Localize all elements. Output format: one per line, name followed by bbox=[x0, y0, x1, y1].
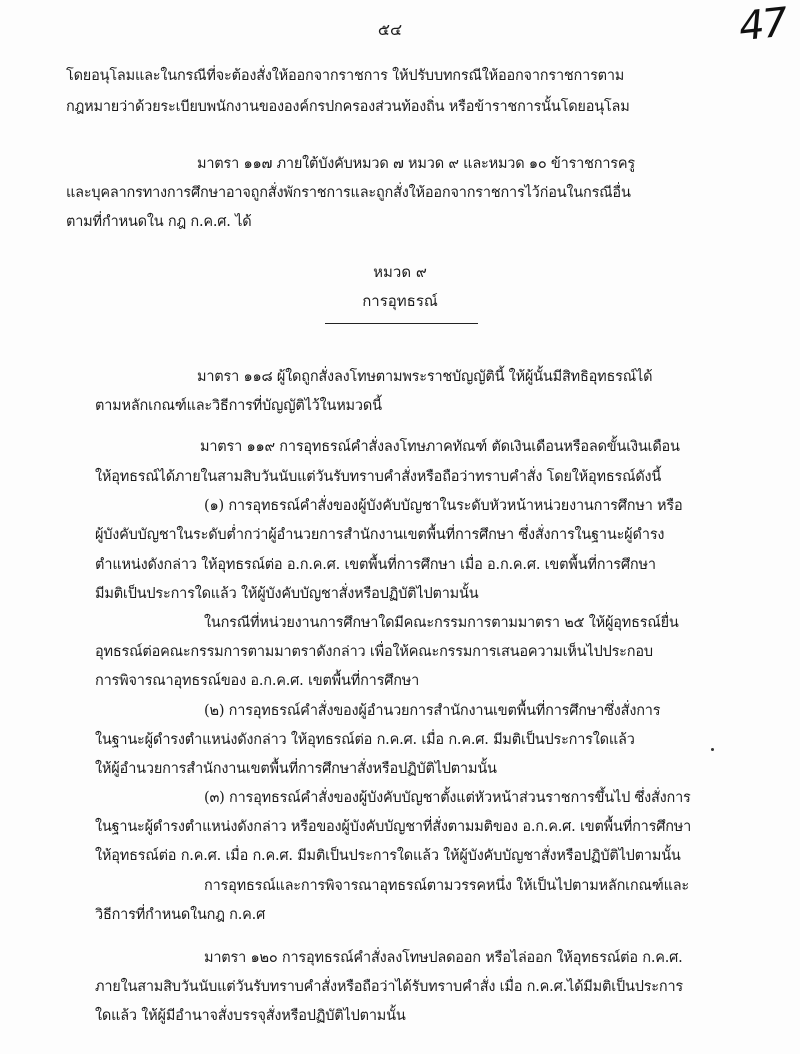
text-line: ตำแหน่งดังกล่าว ให้อุทธรณ์ต่อ อ.ก.ค.ศ. เขตพื้นที่การศึกษา เมื่อ อ.ก.ค.ศ. เขตพื้นที่การศึกษา bbox=[95, 557, 656, 573]
text-line: ในกรณีที่หน่วยงานการศึกษาใดมีคณะกรรมการตามมาตรา ๒๕ ให้ผู้อุทธรณ์ยื่น bbox=[204, 615, 679, 631]
page-number: ๕๔ bbox=[377, 20, 403, 39]
section-118-first-line: มาตรา ๑๑๘ ผู้ใดถูกสั่งลงโทษตามพระราชบัญญัตินี้ ให้ผู้นั้นมีสิทธิอุทธรณ์ได้ bbox=[197, 369, 653, 385]
text-line: กฎหมายว่าด้วยระเบียบพนักงานขององค์กรปกครองส่วนท้องถิ่น หรือข้าราชการนั้นโดยอนุโลม bbox=[66, 99, 630, 115]
section-117-first-line: มาตรา ๑๑๗ ภายใต้บังคับหมวด ๗ หมวด ๙ และหมวด ๑๐ ข้าราชการครู bbox=[197, 156, 635, 172]
text-line: อุทธรณ์ต่อคณะกรรมการตามมาตราดังกล่าว เพื่อให้คณะกรรมการเสนอความเห็นไปประกอบ bbox=[95, 644, 653, 660]
text-line: การพิจารณาอุทธรณ์ของ อ.ก.ค.ศ. เขตพื้นที่การศึกษา bbox=[95, 673, 420, 689]
clause-2-first-line: (๒) การอุทธรณ์คำสั่งของผู้อำนวยการสำนักงานเขตพื้นที่การศึกษาซึ่งสั่งการ bbox=[204, 703, 661, 719]
text-line: ให้อุทธรณ์ต่อ ก.ค.ศ. เมื่อ ก.ค.ศ. มีมติเป็นประการใดแล้ว ให้ผู้บังคับบัญชาสั่งหรือปฏิบัติไปตามนั้น bbox=[95, 848, 681, 864]
text-line: โดยอนุโลมและในกรณีที่จะต้องสั่งให้ออกจากราชการ ให้ปรับบทกรณีให้ออกจากราชการตาม bbox=[66, 68, 625, 84]
section-120-first-line: มาตรา ๑๒๐ การอุทธรณ์คำสั่งลงโทษปลดออก หรือไล่ออก ให้อุทธรณ์ต่อ ก.ค.ศ. bbox=[204, 950, 683, 966]
text-line: และบุคลากรทางการศึกษาอาจถูกสั่งพักราชการและถูกสั่งให้ออกจากราชการไว้ก่อนในกรณีอื่น bbox=[66, 185, 631, 201]
text-line: ให้อุทธรณ์ได้ภายในสามสิบวันนับแต่วันรับทราบคำสั่งหรือถือว่าทราบคำสั่ง โดยให้อุทธรณ์ดังนี้ bbox=[95, 469, 662, 485]
text-line: มีมติเป็นประการใดแล้ว ให้ผู้บังคับบัญชาสั่งหรือปฏิบัติไปตามนั้น bbox=[95, 586, 479, 602]
text-line: การอุทธรณ์และการพิจารณาอุทธรณ์ตามวรรคหนึ่ง ให้เป็นไปตามหลักเกณฑ์และ bbox=[204, 878, 690, 894]
text-line: วิธีการที่กำหนดในกฎ ก.ค.ศ bbox=[95, 907, 266, 923]
heading-divider bbox=[325, 323, 478, 324]
clause-3-first-line: (๓) การอุทธรณ์คำสั่งของผู้บังคับบัญชาตั้งแต่หัวหน้าส่วนราชการขึ้นไป ซึ่งสั่งการ bbox=[204, 790, 691, 806]
text-line: ในฐานะผู้ดำรงตำแหน่งดังกล่าว ให้อุทธรณ์ต่อ ก.ค.ศ. เมื่อ ก.ค.ศ. มีมติเป็นประการใดแล้ว bbox=[95, 732, 635, 748]
section-119-first-line: มาตรา ๑๑๙ การอุทธรณ์คำสั่งลงโทษภาคทัณฑ์ ตัดเงินเดือนหรือลดขั้นเงินเดือน bbox=[200, 439, 680, 455]
clause-1-first-line: (๑) การอุทธรณ์คำสั่งของผู้บังคับบัญชาในระดับหัวหน้าหน่วยงานการศึกษา หรือ bbox=[204, 498, 683, 514]
handwritten-page-mark: 47 bbox=[736, 0, 789, 51]
text-line: ใดแล้ว ให้ผู้มีอำนาจสั่งบรรจุสั่งหรือปฏิบัติไปตามนั้น bbox=[95, 1008, 406, 1024]
text-line: ในฐานะผู้ดำรงตำแหน่งดังกล่าว หรือของผู้บังคับบัญชาที่สั่งตามมติของ อ.ก.ค.ศ. เขตพื้นที่การศึกษา bbox=[95, 819, 692, 835]
text-line: ตามที่กำหนดใน กฎ ก.ค.ศ. ได้ bbox=[66, 214, 252, 230]
text-line: ให้ผู้อำนวยการสำนักงานเขตพื้นที่การศึกษาสั่งหรือปฏิบัติไปตามนั้น bbox=[95, 761, 497, 777]
text-line: ภายในสามสิบวันนับแต่วันรับทราบคำสั่งหรือถือว่าได้รับทราบคำสั่ง เมื่อ ก.ค.ศ.ได้มีมติเป็นประการ bbox=[95, 979, 683, 995]
chapter-label: หมวด ๙ bbox=[373, 263, 427, 281]
scan-speck bbox=[711, 748, 714, 751]
chapter-title: การอุทธรณ์ bbox=[362, 292, 438, 310]
text-line: ผู้บังคับบัญชาในระดับต่ำกว่าผู้อำนวยการสำนักงานเขตพื้นที่การศึกษา ซึ่งสั่งการในฐานะผู้ดำรง bbox=[95, 527, 665, 543]
text-line: ตามหลักเกณฑ์และวิธีการที่บัญญัติไว้ในหมวดนี้ bbox=[95, 398, 382, 414]
